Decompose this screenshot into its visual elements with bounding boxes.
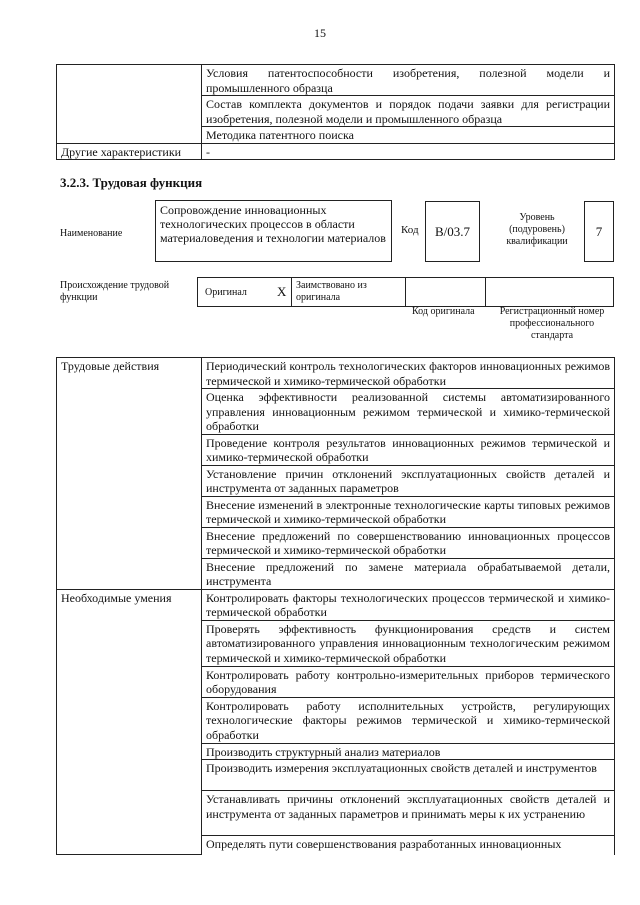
labor-action-item: Внесение предложений по замене материала обрабатываемой детали, инструмента bbox=[202, 558, 615, 589]
code-value: B/03.7 bbox=[425, 201, 480, 262]
skill-item: Контролировать работу контрольно-измерительных приборов термического оборудования bbox=[202, 666, 615, 697]
knowledge-table bbox=[56, 64, 615, 160]
skill-item: Устанавливать причины отклонений эксплуатационных свойств деталей и инструмента от заданных параметров и принимать меры к их устранению bbox=[202, 791, 615, 836]
labor-action-item: Установление причин отклонений эксплуатационных свойств деталей и инструмента от заданных параметров bbox=[202, 465, 615, 496]
skill-item: Контролировать факторы технологических процессов термической и химико-термической обработки bbox=[202, 589, 615, 620]
labor-action-item: Периодический контроль технологических факторов инновационных режимов термической и химико-термической обработки bbox=[202, 358, 615, 389]
reg-number-caption: Регистрационный номер профессионального стандарта bbox=[499, 306, 605, 341]
borrowed-cell bbox=[291, 277, 406, 307]
other-characteristics-label: Другие характеристики bbox=[57, 143, 202, 160]
labor-action-item: Внесение предложений по совершенствованию инновационных процессов термической и химико-термической обработки bbox=[202, 527, 615, 558]
labor-actions-label: Трудовые действия bbox=[57, 358, 202, 590]
code-original-box bbox=[405, 277, 486, 307]
reg-number-box bbox=[485, 277, 614, 307]
origin-label: Происхождение трудовой функции bbox=[60, 280, 170, 303]
labor-function-table bbox=[56, 357, 615, 855]
labor-action-item: Оценка эффективности реализованной системы автоматизированного управления инновационным режимом термической и химико-термической обработки bbox=[202, 389, 615, 435]
labor-action-item: Проведение контроля результатов инновационных режимов термической и химико-термической обработки bbox=[202, 434, 615, 465]
code-label: Код bbox=[401, 224, 419, 236]
original-cell bbox=[197, 277, 292, 307]
empty-label-cell bbox=[57, 65, 202, 144]
labor-action-item: Внесение изменений в электронные технологические карты типовых режимов термической и химико-термической обработки bbox=[202, 496, 615, 527]
skill-item: Проверять эффективность функционирования средств и систем автоматизированного управления инновационным технологическим режимом термической и химико-термической обработки bbox=[202, 620, 615, 666]
code-original-caption: Код оригинала bbox=[412, 306, 475, 317]
knowledge-item: Условия патентоспособности изобретения, полезной модели и промышленного образца bbox=[202, 65, 615, 96]
name-label: Наименование bbox=[60, 228, 123, 239]
knowledge-item: Методика патентного поиска bbox=[202, 127, 615, 144]
original-label: Оригинал bbox=[205, 287, 247, 298]
skill-item: Контролировать работу исполнительных устройств, регулирующих технологические факторы режимов термической и химико-термической обработки bbox=[202, 697, 615, 743]
page-number: 15 bbox=[314, 26, 326, 40]
section-title: 3.2.3. Трудовая функция bbox=[60, 175, 203, 190]
skill-item: Определять пути совершенствования разработанных инновационных bbox=[202, 836, 615, 855]
borrowed-label: Заимствовано из оригинала bbox=[296, 280, 367, 303]
other-characteristics-value: - bbox=[202, 143, 615, 160]
qualification-level-value: 7 bbox=[584, 201, 614, 262]
name-value: Сопровождение инновационных технологических процессов в области материаловедения и технологии материалов bbox=[155, 200, 392, 262]
knowledge-item: Состав комплекта документов и порядок подачи заявки для регистрации изобретения, полезной модели и промышленного образца bbox=[202, 96, 615, 127]
skill-item: Производить структурный анализ материалов bbox=[202, 743, 615, 760]
original-mark: X bbox=[277, 284, 287, 299]
skills-label: Необходимые умения bbox=[57, 589, 202, 855]
qualification-level-label: Уровень (подуровень) квалификации bbox=[506, 212, 568, 247]
skill-item: Производить измерения эксплуатационных свойств деталей и инструментов bbox=[202, 760, 615, 791]
